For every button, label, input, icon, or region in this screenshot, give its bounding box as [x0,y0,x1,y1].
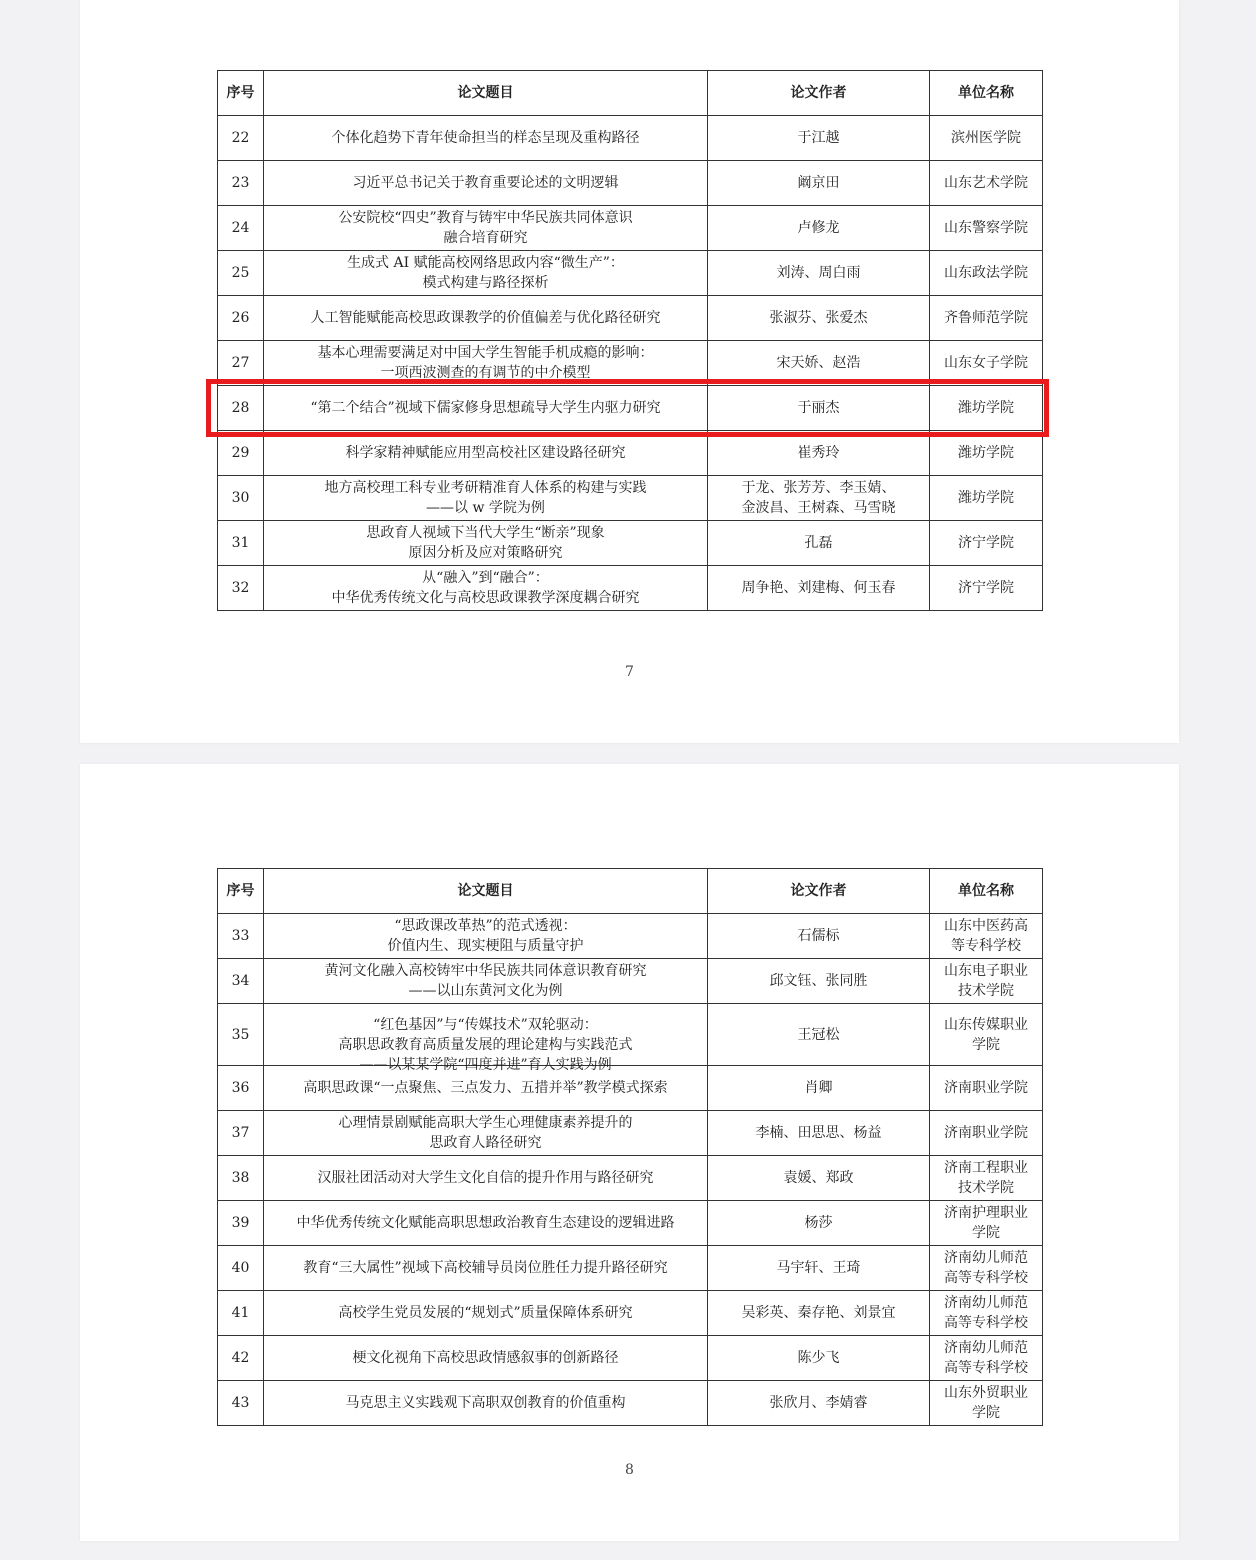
cell-title [264,914,708,959]
header-seq: 序号 [218,71,264,116]
cell-unit [930,161,1043,206]
table-row [218,1066,1043,1111]
cell-authors [708,521,930,566]
cell-unit [930,521,1043,566]
cell-authors [708,1336,930,1381]
table-row [218,914,1043,959]
cell-unit-text: 山东艺术学院 [944,175,1028,191]
cell-seq [218,1291,264,1336]
cell-title-text: 梗文化视角下高校思政情感叙事的创新路径 [352,1350,619,1366]
header-authors: 论文作者 [708,71,930,116]
table-row [218,296,1043,341]
cell-authors-text: 阚京田 [797,175,840,191]
header-unit: 单位名称 [930,71,1043,116]
cell-title [264,1291,708,1336]
table-row [218,1111,1043,1156]
cell-title-text: 人工智能赋能高校思政课教学的价值偏差与优化路径研究 [310,310,661,326]
cell-authors-text: 卢修龙 [797,220,840,236]
cell-seq-text: 33 [231,928,250,944]
table-row [218,251,1043,296]
cell-title [264,521,708,566]
cell-unit [930,296,1043,341]
cell-unit [930,1336,1043,1381]
cell-authors-text: 马宇轩、王琦 [776,1260,861,1276]
cell-unit-text: 济南护理职业 学院 [944,1205,1028,1241]
cell-title [264,1004,708,1073]
cell-seq-text: 32 [231,580,250,596]
cell-authors [708,959,930,1004]
cell-unit-text: 济南职业学院 [944,1080,1028,1096]
cell-title-text: “第二个结合”视域下儒家修身思想疏导大学生内驱力研究 [310,400,661,416]
table-row [218,1291,1043,1336]
cell-seq-text: 26 [231,310,250,326]
cell-authors [708,1004,930,1066]
page-number: 8 [625,1462,634,1478]
cell-title [264,566,708,611]
cell-authors-text: 孔磊 [804,535,833,551]
cell-seq [218,1111,264,1156]
cell-seq [218,206,264,251]
cell-title [264,251,708,296]
cell-title [264,341,708,386]
cell-unit [930,341,1043,386]
cell-seq-text: 36 [231,1080,250,1096]
cell-title [264,1111,708,1156]
table-row [218,1201,1043,1246]
cell-authors [708,476,930,521]
cell-authors-text: 杨莎 [804,1215,833,1231]
cell-title [264,296,708,341]
cell-authors-text: 石儒标 [797,928,840,944]
cell-unit-text: 潍坊学院 [958,490,1014,506]
cell-seq-text: 27 [231,355,250,371]
cell-authors [708,1201,930,1246]
cell-title-text: 中华优秀传统文化赋能高职思想政治教育生态建设的逻辑进路 [296,1215,675,1231]
table-row [218,1004,1043,1066]
cell-seq-text: 29 [231,445,250,461]
cell-unit-text: 山东电子职业 技术学院 [944,963,1028,999]
cell-unit-text: 潍坊学院 [958,445,1014,461]
table-row [218,341,1043,386]
cell-unit-text: 济南幼儿师范 高等专科学校 [944,1250,1028,1286]
cell-seq-text: 25 [231,265,250,281]
cell-unit-text: 济宁学院 [958,535,1014,551]
cell-title [264,386,708,431]
cell-unit [930,1111,1043,1156]
cell-seq [218,116,264,161]
cell-authors-text: 王冠松 [797,1026,840,1043]
cell-authors [708,386,930,431]
cell-title [264,206,708,251]
cell-authors-text: 袁媛、郑政 [783,1170,854,1186]
cell-title-text: 地方高校理工科专业考研精准育人体系的构建与实践 ——以 w 学院为例 [324,480,647,516]
cell-unit-text: 山东外贸职业 学院 [944,1385,1028,1421]
cell-unit [930,251,1043,296]
cell-title [264,1246,708,1291]
table-row [218,161,1043,206]
cell-authors [708,341,930,386]
cell-authors [708,116,930,161]
cell-title-text: 公安院校“四史”教育与铸牢中华民族共同体意识 融合培育研究 [338,210,633,246]
cell-authors-text: 于龙、张芳芳、李玉婧、 金波昌、王树森、马雪晓 [741,480,896,516]
cell-unit-text: 山东政法学院 [944,265,1028,281]
cell-unit [930,1381,1043,1426]
cell-unit [930,206,1043,251]
cell-authors-text: 李楠、田思思、杨益 [755,1125,882,1141]
cell-seq-text: 24 [231,220,250,236]
cell-unit [930,1291,1043,1336]
cell-title [264,1201,708,1246]
cell-title-text: “红色基因”与“传媒技术”双轮驱动： 高职思政教育高质量发展的理论建构与实践范式 ——以某某学院“四度并进”育人实践为例 [338,1016,633,1073]
cell-authors-text: 陈少飞 [797,1350,840,1366]
table-row [218,1336,1043,1381]
table-header-row [218,71,1043,116]
cell-unit-text: 滨州医学院 [951,130,1021,146]
table-row [218,386,1043,431]
table-row [218,1156,1043,1201]
cell-authors [708,1291,930,1336]
cell-unit [930,1201,1043,1246]
cell-unit [930,116,1043,161]
cell-title-text: 生成式 AI 赋能高校网络思政内容“微生产”： 模式构建与路径探析 [347,255,624,291]
cell-unit [930,1156,1043,1201]
cell-authors [708,1381,930,1426]
cell-title-text: 心理情景剧赋能高职大学生心理健康素养提升的 思政育人路径研究 [338,1115,633,1151]
cell-unit-text: 济南幼儿师范 高等专科学校 [944,1340,1028,1376]
cell-seq-text: 30 [231,490,250,506]
cell-unit [930,959,1043,1004]
table-header-row [218,869,1043,914]
cell-unit-text: 齐鲁师范学院 [944,310,1028,326]
cell-authors [708,1156,930,1201]
cell-seq-text: 42 [231,1350,250,1366]
cell-title [264,161,708,206]
cell-authors-text: 于丽杰 [797,400,840,416]
cell-title [264,1381,708,1426]
cell-unit [930,386,1043,431]
table-row [218,566,1043,611]
cell-seq [218,1246,264,1291]
cell-seq [218,521,264,566]
cell-title-text: “思政课改革热”的范式透视： 价值内生、现实梗阻与质量守护 [387,918,584,954]
cell-seq-text: 41 [231,1305,250,1321]
cell-authors-text: 肖卿 [804,1080,833,1096]
cell-authors [708,296,930,341]
table-row [218,1381,1043,1426]
cell-authors-text: 张欣月、李婧睿 [769,1395,868,1411]
document-page-8 [80,764,1179,1541]
cell-title-text: 高职思政课“一点聚焦、三点发力、五措并举”教学模式探索 [303,1080,668,1096]
table-row [218,206,1043,251]
table-row [218,476,1043,521]
cell-seq [218,566,264,611]
cell-unit-text: 济宁学院 [958,580,1014,596]
cell-unit-text: 潍坊学院 [958,400,1014,416]
cell-seq [218,914,264,959]
cell-unit [930,1066,1043,1111]
cell-authors-text: 刘涛、周白雨 [776,265,861,281]
cell-authors-text: 周争艳、刘建梅、何玉春 [741,580,896,596]
cell-title-text: 个体化趋势下青年使命担当的样态呈现及重构路径 [331,130,640,146]
cell-seq [218,296,264,341]
header-title: 论文题目 [264,71,708,116]
cell-seq-text: 22 [231,130,250,146]
cell-title [264,431,708,476]
cell-authors [708,914,930,959]
cell-seq-text: 23 [231,175,250,191]
cell-title [264,959,708,1004]
cell-authors [708,431,930,476]
cell-seq [218,959,264,1004]
cell-seq [218,386,264,431]
document-page-7 [80,0,1179,743]
cell-seq [218,1066,264,1111]
cell-title-text: 从“融入”到“融合”： 中华优秀传统文化与高校思政课教学深度耦合研究 [331,570,640,606]
cell-seq-text: 38 [231,1170,250,1186]
cell-unit [930,1004,1043,1066]
cell-authors-text: 张淑芬、张爱杰 [769,310,868,326]
cell-title-text: 习近平总书记关于教育重要论述的文明逻辑 [352,175,619,191]
table-row [218,1246,1043,1291]
cell-seq [218,476,264,521]
cell-unit [930,431,1043,476]
cell-unit [930,476,1043,521]
header-unit: 单位名称 [930,869,1043,914]
cell-unit-text: 山东女子学院 [944,355,1028,371]
cell-seq-text: 37 [231,1125,250,1141]
table-row [218,521,1043,566]
cell-seq-text: 43 [231,1395,250,1411]
cell-authors-text: 于江越 [797,130,840,146]
cell-title-text: 汉服社团活动对大学生文化自信的提升作用与路径研究 [317,1170,654,1186]
cell-authors [708,161,930,206]
header-title: 论文题目 [264,869,708,914]
cell-authors [708,566,930,611]
cell-seq-text: 40 [231,1260,250,1276]
cell-title-text: 基本心理需要满足对中国大学生智能手机成瘾的影响： 一项西波测查的有调节的中介模型 [317,345,654,381]
cell-unit [930,566,1043,611]
table-row [218,959,1043,1004]
cell-title [264,1156,708,1201]
cell-seq [218,1336,264,1381]
cell-authors [708,251,930,296]
cell-authors-text: 邱文钰、张同胜 [769,973,868,989]
cell-title [264,476,708,521]
cell-authors [708,1111,930,1156]
page-number: 7 [625,664,634,680]
cell-authors-text: 吴彩英、秦存艳、刘景宜 [741,1305,896,1321]
table-row [218,116,1043,161]
cell-unit-text: 济南幼儿师范 高等专科学校 [944,1295,1028,1331]
cell-seq-text: 35 [231,1026,250,1043]
cell-unit-text: 山东传媒职业 学院 [944,1016,1028,1053]
cell-title-text: 黄河文化融入高校铸牢中华民族共同体意识教育研究 ——以山东黄河文化为例 [324,963,647,999]
cell-unit [930,1246,1043,1291]
cell-authors [708,1066,930,1111]
cell-title-text: 高校学生党员发展的“规划式”质量保障体系研究 [338,1305,633,1321]
cell-title-text: 马克思主义实践观下高职双创教育的价值重构 [345,1395,626,1411]
header-authors: 论文作者 [708,869,930,914]
cell-title [264,1336,708,1381]
cell-seq-text: 34 [231,973,250,989]
cell-title-text: 科学家精神赋能应用型高校社区建设路径研究 [345,445,626,461]
cell-seq-text: 28 [231,400,250,416]
cell-title-text: 思政育人视域下当代大学生“断亲”现象 原因分析及应对策略研究 [366,525,605,561]
cell-title [264,116,708,161]
table-row [218,431,1043,476]
header-seq: 序号 [218,869,264,914]
cell-seq [218,1201,264,1246]
paper-list-table [217,868,1043,1426]
cell-seq [218,1004,264,1066]
paper-list-table [217,70,1043,611]
cell-title-text: 教育“三大属性”视域下高校辅导员岗位胜任力提升路径研究 [303,1260,668,1276]
cell-unit-text: 山东警察学院 [944,220,1028,236]
cell-seq [218,431,264,476]
cell-authors-text: 崔秀玲 [797,445,840,461]
cell-seq [218,1156,264,1201]
cell-authors-text: 宋天娇、赵浩 [776,355,861,371]
cell-seq [218,251,264,296]
cell-authors [708,206,930,251]
cell-authors [708,1246,930,1291]
cell-seq [218,341,264,386]
cell-unit [930,914,1043,959]
cell-unit-text: 济南职业学院 [944,1125,1028,1141]
cell-seq-text: 31 [231,535,250,551]
cell-unit-text: 济南工程职业 技术学院 [944,1160,1028,1196]
cell-seq [218,1381,264,1426]
cell-seq-text: 39 [231,1215,250,1231]
cell-seq [218,161,264,206]
cell-unit-text: 山东中医药高 等专科学校 [944,918,1028,954]
